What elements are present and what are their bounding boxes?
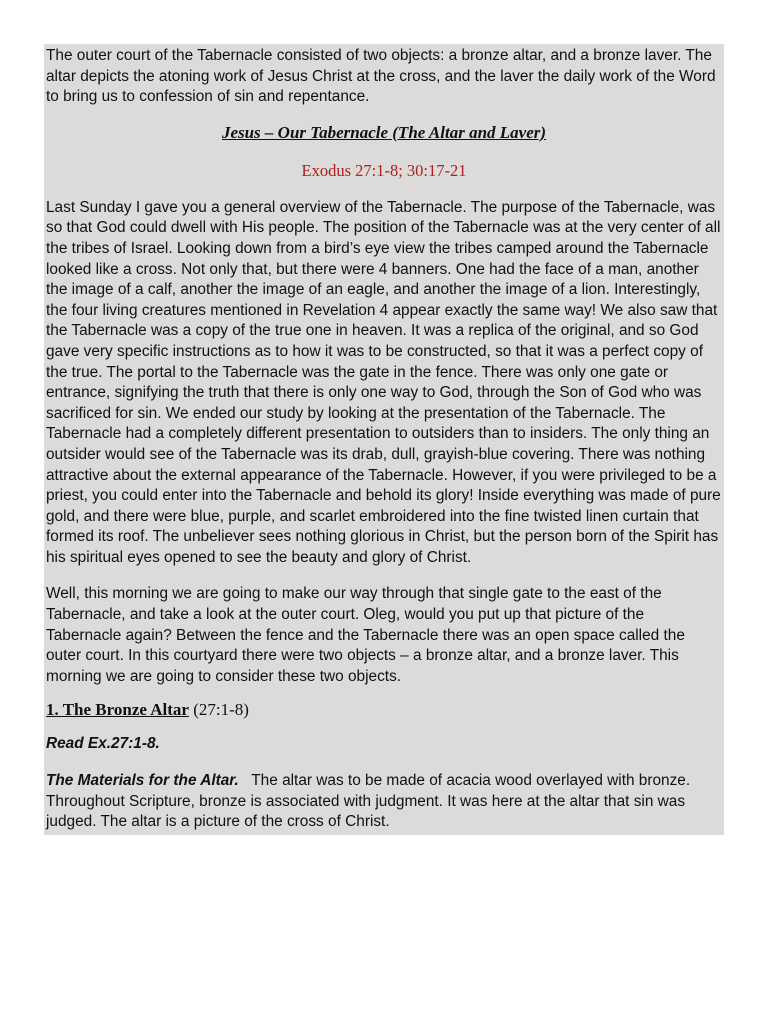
section-heading-reference: (27:1-8) [193, 700, 249, 720]
materials-lead: The Materials for the Altar. [46, 772, 239, 790]
section-heading-label: 1. The Bronze Altar [46, 700, 189, 720]
sermon-title: Jesus – Our Tabernacle (The Altar and Laver) [221, 122, 547, 142]
materials-paragraph [44, 769, 724, 835]
materials-text: The altar was to be made of acacia wood overlayed with bronze. Throughout Scripture, bronze is associated with judgment. It was here at the altar that sin was judged. The altar is a picture of the cross of Christ. [46, 772, 699, 831]
intro-paragraph: The outer court of the Tabernacle consisted of two objects: a bronze altar, and a bronze laver. The altar depicts the atoning work of Jesus Christ at the cross, and the laver the daily work of the Word to bring us to confession of sin and repentance. [46, 47, 716, 106]
section-heading [44, 699, 724, 721]
body-paragraph-1: Last Sunday I gave you a general overview of the Tabernacle. The purpose of the Tabernacle, was so that God could dwell with His people. The position of the Tabernacle was at the very center of all the tribes of Israel. Looking down from a bird’s eye view the tribes camped around the Tabernacle looked like a cross. Not only that, but there were 4 banners. One had the face of a man, another the image of a calf, another the image of an eagle, and another the image of a lion. Interestingly, the four living creatures mentioned in Revelation 4 appear exactly the same way! We also saw that the Tabernacle was a copy of the true one in heaven. It was a replica of the original, and so God gave very specific instructions as to how it was to be constructed, so that it was a perfect copy of the true. The portal to the Tabernacle was the gate in the fence. There was only one gate or entrance, signifying the truth that there is only one way to God, through the Son of God who was sacrificed for sin. We ended our study by looking at the presentation of the Tabernacle. The Tabernacle had a completely different presentation to outsiders than to insiders. The only thing an outsider would see of the Tabernacle was its drab, dull, grayish-blue covering. There was nothing attractive about the external appearance of the Tabernacle. However, if you were privileged to be a priest, you could enter into the Tabernacle and behold its glory! Inside everything was made of pure gold, and there were blue, purple, and scarlet embroidered into the fine twisted linen curtain that formed its roof. The unbeliever sees nothing glorious in Christ, but the person born of the Spirit has his spiritual eyes opened to see the beauty and glory of Christ. [46, 198, 721, 566]
read-instruction: Read Ex.27:1-8. [46, 735, 160, 753]
scripture-reference: Exodus 27:1-8; 30:17-21 [301, 160, 467, 180]
document-page [44, 44, 724, 835]
body-paragraph-2: Well, this morning we are going to make our way through that single gate to the east of the Tabernacle, and take a look at the outer court. Oleg, would you put up that picture of the Tabernacle again? Between the fence and the Tabernacle there was an open space called the outer court. In this courtyard there were two objects – a bronze altar, and a bronze laver. This morning we are going to consider these two objects. [46, 585, 685, 685]
